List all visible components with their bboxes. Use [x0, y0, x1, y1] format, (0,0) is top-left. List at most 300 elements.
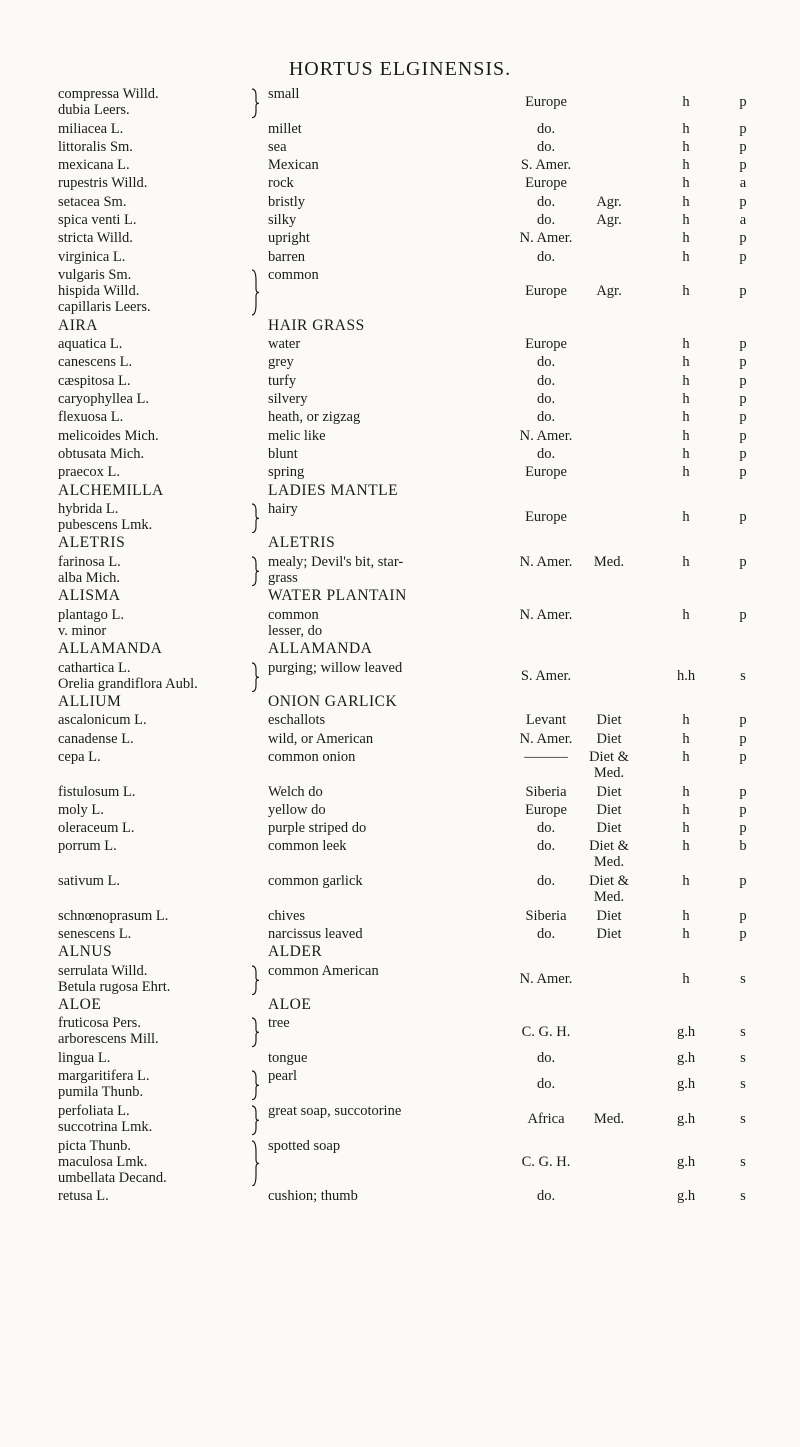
cultivation-code: h	[682, 838, 690, 855]
botanical-name	[58, 1050, 263, 1066]
botanical-name-line: hybrida L.	[58, 500, 119, 517]
habitat: do.	[536, 445, 556, 462]
botanical-name-line: ALLIUM	[58, 693, 122, 711]
cultivation-code: g.h	[676, 1076, 696, 1093]
botanical-name	[58, 963, 263, 995]
habitat: Europe	[525, 464, 567, 481]
botanical-name	[58, 501, 263, 533]
species-row	[0, 963, 800, 998]
cultivation-code: h	[682, 391, 690, 408]
botanical-name	[58, 802, 263, 818]
english-name	[268, 712, 508, 728]
english-name	[268, 354, 508, 370]
english-name-line: spring	[268, 464, 305, 481]
brace-icon	[250, 88, 260, 119]
use-category: Diet	[596, 783, 622, 800]
botanical-name	[58, 641, 263, 657]
duration-code: p	[739, 801, 747, 818]
english-name	[268, 588, 508, 604]
botanical-name-line: plantago L.	[58, 606, 125, 623]
species-row	[0, 230, 800, 248]
botanical-name-line: pubescens Lmk.	[58, 516, 153, 533]
botanical-name	[58, 175, 263, 191]
english-name-line: silky	[268, 212, 297, 229]
english-name	[268, 944, 508, 960]
botanical-name	[58, 446, 263, 462]
botanical-name-line: arborescens Mill.	[58, 1031, 159, 1048]
english-name	[268, 428, 508, 444]
use-category: Diet	[596, 801, 622, 818]
botanical-name-line: flexuosa L.	[58, 409, 124, 426]
habitat: N. Amer.	[519, 970, 573, 987]
genus-row	[0, 588, 800, 606]
botanical-name-line: obtusata Mich.	[58, 445, 145, 462]
species-row	[0, 267, 800, 318]
botanical-name	[58, 212, 263, 228]
botanical-name	[58, 607, 263, 639]
english-name-line: purple striped do	[268, 820, 367, 837]
duration-code: p	[739, 712, 747, 729]
habitat: do.	[536, 409, 556, 426]
botanical-name	[58, 660, 263, 692]
cultivation-code: h	[682, 712, 690, 729]
english-name	[268, 607, 508, 639]
cultivation-code: g.h	[676, 1153, 696, 1170]
english-name-line: millet	[268, 120, 302, 137]
botanical-name-line: alba Mich.	[58, 569, 121, 586]
duration-code: p	[739, 873, 747, 890]
habitat: N. Amer.	[519, 606, 573, 623]
species-row	[0, 660, 800, 695]
species-row	[0, 607, 800, 642]
english-name-line: common onion	[268, 748, 356, 765]
english-name	[268, 926, 508, 942]
duration-code: p	[739, 409, 747, 426]
use-category: Agr.	[596, 283, 622, 300]
duration-code: p	[739, 730, 747, 747]
species-row	[0, 926, 800, 944]
english-name	[268, 175, 508, 191]
brace-icon	[250, 1070, 260, 1101]
english-name	[268, 336, 508, 352]
cultivation-code: h	[682, 801, 690, 818]
botanical-name-line: oleraceum L.	[58, 820, 135, 837]
habitat: N. Amer.	[519, 730, 573, 747]
english-name-line: water	[268, 336, 301, 353]
cultivation-code: h	[682, 748, 690, 765]
botanical-name	[58, 712, 263, 728]
duration-code: p	[739, 748, 747, 765]
english-name-line: mealy; Devil's bit, star-	[268, 553, 404, 570]
brace-icon	[250, 556, 260, 587]
botanical-name-line: porrum L.	[58, 838, 117, 855]
species-row	[0, 121, 800, 139]
botanical-name-line: canescens L.	[58, 354, 133, 371]
cultivation-code: h	[682, 873, 690, 890]
english-name	[268, 1188, 508, 1204]
habitat: do.	[536, 391, 556, 408]
habitat: do.	[536, 873, 556, 890]
botanical-name	[58, 1068, 263, 1100]
botanical-name-line: littoralis Sm.	[58, 138, 133, 155]
duration-code: p	[739, 925, 747, 942]
botanical-name	[58, 554, 263, 586]
duration-code: p	[739, 820, 747, 837]
duration-code: p	[739, 391, 747, 408]
duration-code: p	[739, 445, 747, 462]
habitat: do.	[536, 193, 556, 210]
use-category: Diet & Med.	[589, 873, 629, 906]
habitat: N. Amer.	[519, 427, 573, 444]
english-name	[268, 501, 508, 517]
duration-code: p	[739, 907, 747, 924]
duration-code: s	[740, 667, 746, 684]
cultivation-code: g.h	[676, 1050, 696, 1067]
habitat: do.	[536, 1188, 556, 1205]
botanical-name-line: farinosa L.	[58, 553, 121, 570]
duration-code: s	[740, 1111, 746, 1128]
english-name-line: common	[268, 266, 319, 283]
english-name-line: WATER PLANTAIN	[268, 587, 407, 605]
habitat: Europe	[525, 175, 567, 192]
english-name-line: HAIR GRASS	[268, 316, 365, 334]
botanical-name	[58, 944, 263, 960]
species-row	[0, 820, 800, 838]
english-name	[268, 157, 508, 173]
cultivation-code: h	[682, 907, 690, 924]
duration-code: p	[739, 427, 747, 444]
page-header: HORTUS ELGINENSIS.	[288, 58, 512, 80]
english-name-line: ALETRIS	[268, 534, 336, 552]
botanical-name	[58, 409, 263, 425]
habitat: do.	[536, 820, 556, 837]
habitat: Africa	[527, 1111, 565, 1128]
genus-row	[0, 318, 800, 336]
species-row	[0, 139, 800, 157]
duration-code: p	[739, 248, 747, 265]
species-row	[0, 554, 800, 589]
cultivation-code: h	[682, 464, 690, 481]
english-name	[268, 1138, 508, 1154]
botanical-name	[58, 749, 263, 765]
english-name-line: chives	[268, 907, 306, 924]
species-row	[0, 712, 800, 730]
cultivation-code: h	[682, 783, 690, 800]
cultivation-code: h.h	[676, 667, 696, 684]
botanical-name-line: picta Thunb.	[58, 1137, 132, 1154]
genus-row	[0, 641, 800, 659]
english-name	[268, 1103, 508, 1119]
use-category: Diet & Med.	[589, 838, 629, 871]
english-name-line: common leek	[268, 838, 347, 855]
english-name	[268, 731, 508, 747]
duration-code: b	[739, 838, 747, 855]
botanical-name	[58, 1103, 263, 1135]
botanical-name	[58, 157, 263, 173]
cultivation-code: h	[682, 230, 690, 247]
use-category: Agr.	[596, 193, 622, 210]
botanical-name-line: maculosa Lmk.	[58, 1153, 148, 1170]
botanical-name-line: caryophyllea L.	[58, 391, 149, 408]
duration-code: p	[739, 157, 747, 174]
botanical-name	[58, 908, 263, 924]
genus-row	[0, 944, 800, 962]
species-row	[0, 336, 800, 354]
english-name-line: common American	[268, 962, 379, 979]
duration-code: p	[739, 606, 747, 623]
duration-code: p	[739, 783, 747, 800]
botanical-name-line: rupestris Willd.	[58, 175, 148, 192]
brace-icon	[250, 503, 260, 534]
botanical-name-line: serrulata Willd.	[58, 962, 148, 979]
plant-list	[0, 86, 800, 1207]
species-row	[0, 749, 800, 784]
botanical-name-line: schnœnoprasum L.	[58, 907, 169, 924]
botanical-name-line: AIRA	[58, 316, 98, 334]
species-row	[0, 428, 800, 446]
botanical-name-line: cathartica L.	[58, 659, 131, 676]
habitat: N. Amer.	[519, 553, 573, 570]
botanical-name-line: dubia Leers.	[58, 102, 130, 118]
brace-icon	[250, 269, 260, 316]
species-row	[0, 86, 800, 121]
english-name-line: upright	[268, 230, 310, 247]
species-row	[0, 409, 800, 427]
species-row	[0, 194, 800, 212]
duration-code: p	[739, 354, 747, 371]
cultivation-code: h	[682, 212, 690, 229]
use-category: Med.	[593, 553, 625, 570]
botanical-name-line: ALISMA	[58, 587, 121, 605]
botanical-name-line: vulgaris Sm.	[58, 266, 132, 283]
botanical-name-line: setacea Sm.	[58, 193, 127, 210]
english-name-line: hairy	[268, 500, 298, 517]
habitat: Europe	[525, 283, 567, 300]
english-name-line: ALDER	[268, 943, 323, 961]
habitat: Europe	[525, 801, 567, 818]
botanical-name-line: ALNUS	[58, 943, 113, 961]
habitat: ———	[524, 748, 568, 765]
cultivation-code: h	[682, 336, 690, 353]
botanical-name-line: perfoliata L.	[58, 1102, 130, 1119]
species-row	[0, 1068, 800, 1103]
brace-icon	[250, 662, 260, 693]
genus-row	[0, 997, 800, 1015]
english-name	[268, 483, 508, 499]
species-row	[0, 212, 800, 230]
english-name-line: narcissus leaved	[268, 925, 363, 942]
habitat: Siberia	[525, 907, 567, 924]
botanical-name-line: compressa Willd.	[58, 86, 159, 102]
use-category: Diet & Med.	[589, 748, 629, 781]
habitat: S. Amer.	[520, 157, 572, 174]
botanical-name-line: ALOE	[58, 996, 102, 1014]
botanical-name-line: ALCHEMILLA	[58, 481, 164, 499]
english-name	[268, 267, 508, 283]
use-category: Med.	[593, 1111, 625, 1128]
english-name-line: great soap, succotorine	[268, 1102, 402, 1119]
duration-code: p	[739, 553, 747, 570]
cultivation-code: h	[682, 138, 690, 155]
species-row	[0, 1015, 800, 1050]
english-name-line: tongue	[268, 1050, 308, 1067]
botanical-name-line: sativum L.	[58, 873, 121, 890]
cultivation-code: h	[682, 248, 690, 265]
habitat: do.	[536, 120, 556, 137]
habitat: do.	[536, 1076, 556, 1093]
species-row	[0, 354, 800, 372]
english-name-line: purging; willow leaved	[268, 659, 403, 676]
english-name	[268, 820, 508, 836]
english-name-line: tree	[268, 1015, 290, 1032]
botanical-name	[58, 731, 263, 747]
botanical-name	[58, 997, 263, 1013]
botanical-name-line: cepa L.	[58, 748, 101, 765]
botanical-name	[58, 1138, 263, 1186]
habitat: S. Amer.	[520, 667, 572, 684]
species-row	[0, 1050, 800, 1068]
botanical-name-line: virginica L.	[58, 248, 126, 265]
botanical-name	[58, 784, 263, 800]
species-row	[0, 464, 800, 482]
species-row	[0, 373, 800, 391]
habitat: do.	[536, 838, 556, 855]
english-name	[268, 908, 508, 924]
botanical-name-line: capillaris Leers.	[58, 298, 151, 315]
habitat: Europe	[525, 336, 567, 353]
cultivation-code: h	[682, 157, 690, 174]
use-category: Diet	[596, 907, 622, 924]
use-category: Diet	[596, 730, 622, 747]
species-row	[0, 784, 800, 802]
cultivation-code: h	[682, 372, 690, 389]
botanical-name-line: v. minor	[58, 622, 107, 639]
habitat: N. Amer.	[519, 230, 573, 247]
species-row	[0, 802, 800, 820]
botanical-name	[58, 838, 263, 854]
use-category: Diet	[596, 820, 622, 837]
habitat: C. G. H.	[521, 1023, 571, 1040]
species-row	[0, 446, 800, 464]
brace-icon	[250, 1140, 260, 1187]
botanical-name-line: melicoides Mich.	[58, 427, 159, 444]
english-name	[268, 535, 508, 551]
botanical-name	[58, 318, 263, 334]
botanical-name-line: umbellata Decand.	[58, 1169, 167, 1186]
habitat: do.	[536, 372, 556, 389]
use-category: Agr.	[596, 212, 622, 229]
english-name	[268, 554, 508, 586]
botanical-name	[58, 926, 263, 942]
english-name	[268, 212, 508, 228]
habitat: do.	[536, 925, 556, 942]
english-name-line: yellow do	[268, 801, 326, 818]
botanical-name	[58, 336, 263, 352]
species-row	[0, 873, 800, 908]
botanical-name-line: fruticosa Pers.	[58, 1015, 141, 1032]
botanical-name	[58, 873, 263, 889]
habitat: do.	[536, 1050, 556, 1067]
english-name	[268, 660, 508, 676]
habitat: do.	[536, 212, 556, 229]
cultivation-code: g.h	[676, 1111, 696, 1128]
cultivation-code: g.h	[676, 1023, 696, 1040]
english-name	[268, 838, 508, 854]
duration-code: a	[739, 175, 747, 192]
botanical-name-line: succotrina Lmk.	[58, 1118, 153, 1135]
english-name-line: LADIES MANTLE	[268, 481, 399, 499]
botanical-name	[58, 1188, 263, 1204]
habitat: do.	[536, 248, 556, 265]
cultivation-code: h	[682, 354, 690, 371]
english-name	[268, 1068, 508, 1084]
english-name-line: common	[268, 606, 319, 623]
botanical-name-line: ALETRIS	[58, 534, 126, 552]
brace-icon	[250, 1017, 260, 1048]
english-name-line: rock	[268, 175, 294, 192]
species-row	[0, 391, 800, 409]
botanical-name-line: moly L.	[58, 801, 104, 818]
duration-code: p	[739, 230, 747, 247]
english-name	[268, 446, 508, 462]
cultivation-code: h	[682, 508, 690, 525]
duration-code: s	[740, 1188, 746, 1205]
species-row	[0, 501, 800, 536]
botanical-name	[58, 121, 263, 137]
species-row	[0, 1103, 800, 1138]
english-name-line: sea	[268, 138, 287, 155]
english-name	[268, 139, 508, 155]
cultivation-code: h	[682, 94, 690, 111]
botanical-name-line: canadense L.	[58, 730, 134, 747]
english-name-line: eschallots	[268, 712, 326, 729]
cultivation-code: h	[682, 427, 690, 444]
botanical-name-line: ALLAMANDA	[58, 640, 163, 658]
botanical-name	[58, 588, 263, 604]
english-name-line: Mexican	[268, 157, 319, 174]
english-name	[268, 318, 508, 334]
duration-code: p	[739, 120, 747, 137]
english-name-line: bristly	[268, 193, 306, 210]
cultivation-code: h	[682, 445, 690, 462]
species-row	[0, 249, 800, 267]
botanical-name	[58, 86, 263, 118]
species-row	[0, 1188, 800, 1206]
botanical-name-line: fistulosum L.	[58, 783, 136, 800]
species-row	[0, 1138, 800, 1189]
english-name	[268, 464, 508, 480]
botanical-name-line: margaritifera L.	[58, 1068, 150, 1085]
botanical-name	[58, 267, 263, 315]
english-name-line: pearl	[268, 1068, 297, 1085]
english-name	[268, 784, 508, 800]
brace-icon	[250, 1105, 260, 1136]
english-name-line: barren	[268, 248, 306, 265]
use-category: Diet	[596, 925, 622, 942]
english-name-line: melic like	[268, 427, 326, 444]
cultivation-code: h	[682, 970, 690, 987]
duration-code: s	[740, 1076, 746, 1093]
botanical-name-line: mexicana L.	[58, 157, 130, 174]
botanical-name	[58, 464, 263, 480]
genus-row	[0, 483, 800, 501]
duration-code: s	[740, 1050, 746, 1067]
duration-code: s	[740, 1153, 746, 1170]
botanical-name	[58, 535, 263, 551]
botanical-name	[58, 139, 263, 155]
cultivation-code: g.h	[676, 1188, 696, 1205]
duration-code: p	[739, 138, 747, 155]
